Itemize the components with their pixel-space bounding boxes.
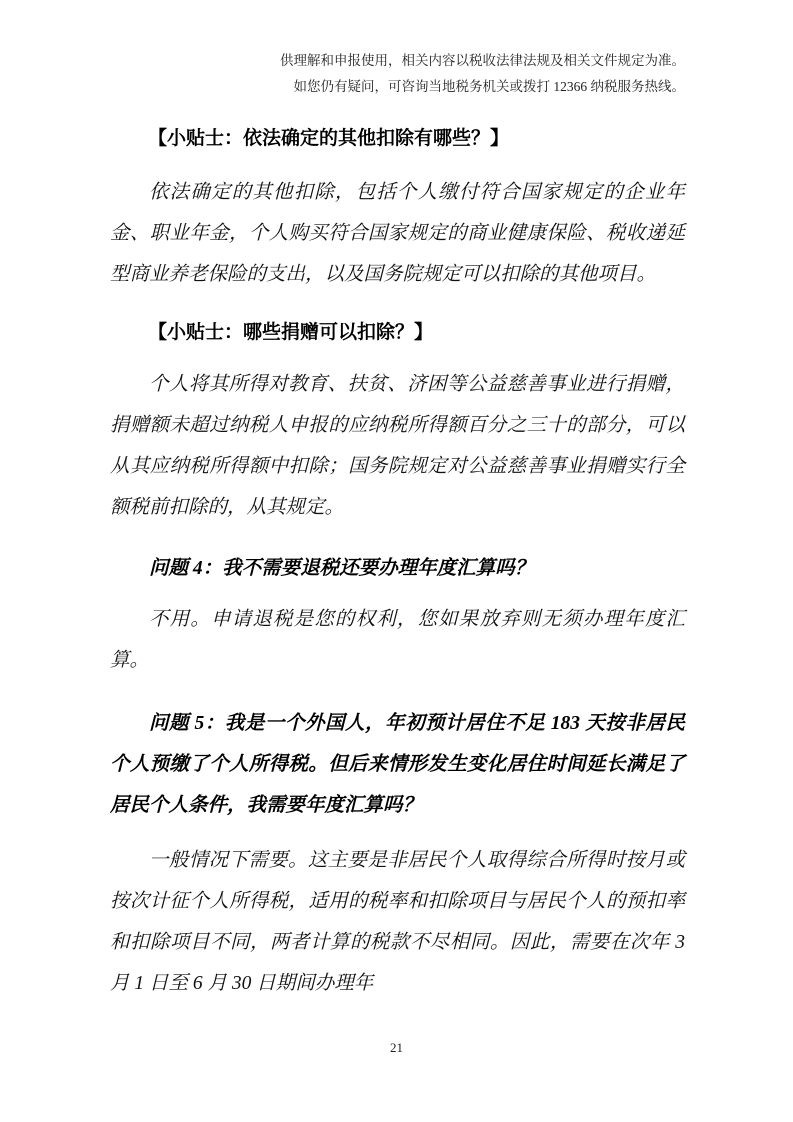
tip1-heading: 【小贴士：依法确定的其他扣除有哪些？】 <box>148 128 510 149</box>
header-line-2: 如您仍有疑问，可咨询当地税务机关或拨打 12366 纳税服务热线。 <box>293 79 685 94</box>
question5-answer-paragraph: 一般情况下需要。这主要是非居民个人取得综合所得时按月或按次计征个人所得税，适用的税率和扣除项目与居民个人的预扣率和扣除项目不同，两者计算的税款不尽相同。因此，需要在次年 3 月 1 日至 6 月 30 日期间办理年 <box>110 850 685 994</box>
page-header <box>110 48 685 100</box>
header-line-1: 供理解和申报使用，相关内容以税收法律法规及相关文件规定为准。 <box>280 53 685 68</box>
tip2-body-paragraph: 个人将其所得对教育、扶贫、济困等公益慈善事业进行捐赠，捐赠额未超过纳税人申报的应纳税所得额百分之三十的部分，可以从其应纳税所得额中扣除；国务院规定对公益慈善事业捐赠实行全额税前扣除的，从其规定。 <box>110 374 685 518</box>
page-number: 21 <box>390 1040 403 1055</box>
tip2-heading: 【小贴士：哪些捐赠可以扣除？】 <box>148 322 434 343</box>
tip1-body-paragraph: 依法确定的其他扣除，包括个人缴付符合国家规定的企业年金、职业年金，个人购买符合国家规定的商业健康保险、税收递延型商业养老保险的支出，以及国务院规定可以扣除的其他项目。 <box>110 182 685 285</box>
question4-heading: 问题 4：我不需要退税还要办理年度汇算吗？ <box>149 558 535 579</box>
question4-answer-paragraph: 不用。申请退税是您的权利，您如果放弃则无须办理年度汇算。 <box>110 609 685 671</box>
question5-heading: 问题 5：我是一个外国人，年初预计居住不足 183 天按非居民个人预缴了个人所得税。但后来情形发生变化居住时间延长满足了居民个人条件，我需要年度汇算吗？ <box>110 713 685 816</box>
